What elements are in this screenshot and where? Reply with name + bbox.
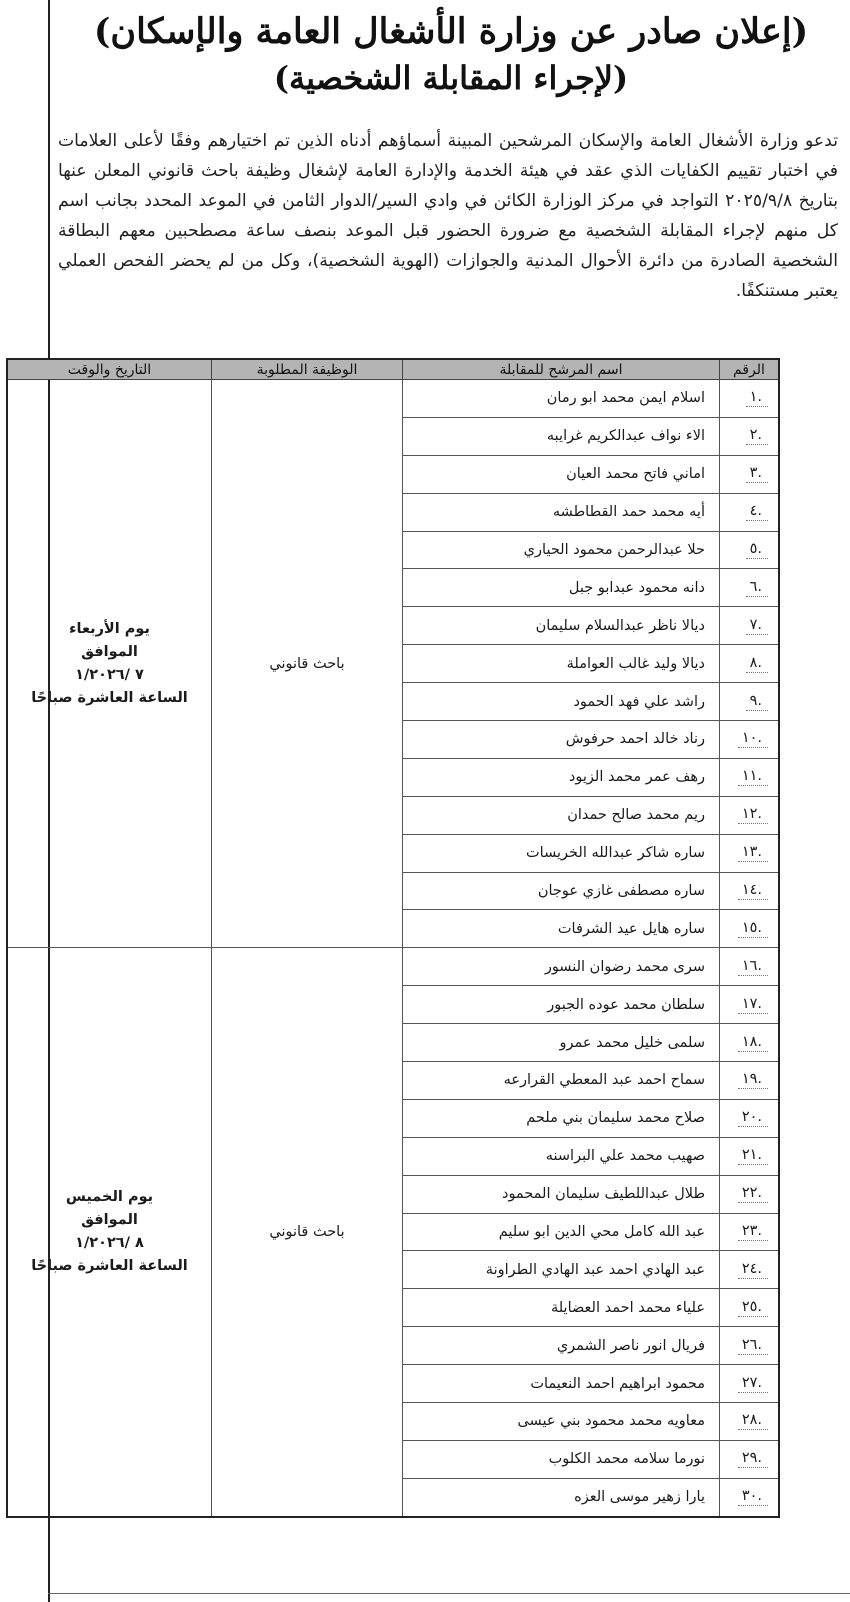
candidate-name: نورما سلامه محمد الكلوب [403, 1440, 720, 1478]
candidate-number [720, 796, 780, 834]
candidate-number [720, 417, 780, 455]
candidate-number [720, 910, 780, 948]
candidate-name: راشد علي فهد الحمود [403, 683, 720, 721]
candidate-number [720, 986, 780, 1024]
announcement-title: (إعلان صادر عن وزارة الأشغال العامة والإسكان) [93, 11, 809, 52]
candidate-name: صلاح محمد سليمان بني ملحم [403, 1099, 720, 1137]
job-title: باحث قانوني [212, 380, 403, 948]
candidate-number [720, 948, 780, 986]
candidate-number [720, 569, 780, 607]
candidate-name: عبد الهادي احمد عبد الهادي الطراونة [403, 1251, 720, 1289]
candidate-number-text: .٨ [746, 655, 768, 673]
table-body [7, 380, 779, 1517]
candidate-number [720, 493, 780, 531]
candidate-number [720, 1099, 780, 1137]
candidate-number-text: .١٤ [738, 882, 768, 900]
candidate-number-text: .٢٦ [738, 1337, 768, 1355]
candidate-number [720, 1024, 780, 1062]
job-title: باحث قانوني [212, 948, 403, 1517]
header-number: الرقم [720, 359, 780, 380]
candidate-number [720, 1062, 780, 1100]
candidate-number-text: .١٣ [738, 844, 768, 862]
candidate-number-text: .٤ [746, 503, 768, 521]
candidate-number [720, 380, 780, 418]
announcement-intro: تدعو وزارة الأشغال العامة والإسكان المرشحين المبينة أسماؤهم أدناه الذين تم اختيارهم وفقًا لأعلى العلامات في اختبار تقييم الكفايات الذي عقد في هيئة الخدمة والإدارة العامة لإشغال وظيفة باحث قانوني المعلن عنها بتاريخ ٢٠٢٥/٩/٨ التواجد في مركز الوزارة الكائن في وادي السير/الدوار الثامن في الموعد المحدد بجانب اسم كل منهم لإجراء المقابلة الشخصية مع ضرورة الحضور قبل الموعد بنصف ساعة مصطحبين معهم البطاقة الشخصية الصادرة من دائرة الأحوال المدنية والجوازات (الهوية الشخصية)، وكل من لم يحضر الفحص العملي يعتبر مستنكفًا. [58, 131, 838, 301]
announcement-subtitle: (لإجراء المقابلة الشخصية) [273, 59, 629, 97]
date-line: ٨ /١/٢٠٢٦ [75, 1235, 144, 1252]
date-line: الموافق [81, 643, 138, 660]
date-line: الساعة العاشرة صباحًا [31, 689, 188, 706]
candidate-number [720, 721, 780, 759]
candidate-name: علياء محمد احمد العضايلة [403, 1289, 720, 1327]
candidate-number-text: .١٢ [738, 806, 768, 824]
candidate-number-text: .١٨ [738, 1034, 768, 1052]
candidate-number [720, 607, 780, 645]
candidate-number [720, 1327, 780, 1365]
candidate-number [720, 1175, 780, 1213]
candidate-number-text: .٦ [746, 579, 768, 597]
candidate-name: ساره هايل عيد الشرفات [403, 910, 720, 948]
table-header-row [7, 359, 779, 380]
candidate-name: ساره شاكر عبدالله الخريسات [403, 834, 720, 872]
candidate-number-text: .٢٢ [738, 1185, 768, 1203]
candidate-number [720, 645, 780, 683]
candidate-number [720, 531, 780, 569]
candidate-number-text: .١٠ [738, 730, 768, 748]
candidate-name: ديالا ناظر عبدالسلام سليمان [403, 607, 720, 645]
candidate-number [720, 1365, 780, 1403]
candidate-number [720, 758, 780, 796]
candidate-number-text: .١٦ [738, 958, 768, 976]
candidate-number-text: .٢٧ [738, 1375, 768, 1393]
date-line: الموافق [81, 1212, 138, 1229]
candidate-number-text: .١ [746, 389, 768, 407]
candidate-number-text: .٢٠ [738, 1109, 768, 1127]
candidate-number [720, 1289, 780, 1327]
candidate-number-text: .٩ [746, 693, 768, 711]
candidates-table [6, 358, 780, 1518]
candidate-number-text: .٣٠ [738, 1488, 768, 1506]
candidate-name: سلطان محمد عوده الجبور [403, 986, 720, 1024]
header-candidate-name: اسم المرشح للمقابلة [403, 359, 720, 380]
date-line: ٧ /١/٢٠٢٦ [75, 666, 144, 683]
candidate-number [720, 834, 780, 872]
announcement [58, 0, 844, 306]
candidate-number-text: .١١ [738, 768, 768, 786]
candidate-name: سرى محمد رضوان النسور [403, 948, 720, 986]
table-row [7, 380, 779, 418]
candidate-name: فريال انور ناصر الشمري [403, 1327, 720, 1365]
candidate-number [720, 872, 780, 910]
candidate-name: حلا عبدالرحمن محمود الحياري [403, 531, 720, 569]
candidate-number-text: .٥ [746, 541, 768, 559]
interview-date-time [7, 380, 212, 948]
candidate-number-text: .١٩ [738, 1071, 768, 1089]
candidate-number-text: .٢٩ [738, 1450, 768, 1468]
candidate-name: ديالا وليد غالب العواملة [403, 645, 720, 683]
candidate-number-text: .١٧ [738, 996, 768, 1014]
candidate-number-text: .٢١ [738, 1147, 768, 1165]
date-line: الساعة العاشرة صباحًا [31, 1258, 188, 1275]
candidate-name: اسلام ايمن محمد ابو رمان [403, 380, 720, 418]
candidate-name: صهيب محمد علي البراسنه [403, 1137, 720, 1175]
page-bottom-border [48, 1593, 850, 1594]
candidate-name: يارا زهير موسى العزه [403, 1478, 720, 1516]
candidate-name: عبد الله كامل محي الدين ابو سليم [403, 1213, 720, 1251]
candidate-name: سلمى خليل محمد عمرو [403, 1024, 720, 1062]
interview-date-time [7, 948, 212, 1517]
candidate-number-text: .٧ [746, 617, 768, 635]
candidate-name: دانه محمود عبدابو جبل [403, 569, 720, 607]
date-line: يوم الأربعاء [69, 620, 150, 637]
candidate-name: طلال عبداللطيف سليمان المحمود [403, 1175, 720, 1213]
candidate-name: رهف عمر محمد الزيود [403, 758, 720, 796]
candidate-number [720, 1440, 780, 1478]
date-line: يوم الخميس [65, 1189, 154, 1206]
candidate-number [720, 1403, 780, 1441]
candidate-number [720, 683, 780, 721]
candidate-number [720, 1213, 780, 1251]
candidate-name: رناد خالد احمد حرفوش [403, 721, 720, 759]
candidate-name: الاء نواف عبدالكريم غرايبه [403, 417, 720, 455]
candidate-number-text: .٢٨ [738, 1412, 768, 1430]
candidate-name: ساره مصطفى غازي عوجان [403, 872, 720, 910]
candidate-name: محمود ابراهيم احمد النعيمات [403, 1365, 720, 1403]
candidate-number-text: .٢٥ [738, 1299, 768, 1317]
candidate-name: اماني فاتح محمد العيان [403, 455, 720, 493]
candidate-number-text: .٢٤ [738, 1261, 768, 1279]
candidate-number-text: .٣ [746, 465, 768, 483]
candidate-number-text: .٢٣ [738, 1223, 768, 1241]
candidate-name: معاويه محمد محمود بني عيسى [403, 1403, 720, 1441]
candidate-number [720, 1478, 780, 1516]
candidate-number [720, 455, 780, 493]
candidate-number [720, 1137, 780, 1175]
candidate-number-text: .٢ [746, 427, 768, 445]
table-row [7, 948, 779, 986]
header-job: الوظيفة المطلوبة [212, 359, 403, 380]
candidate-number-text: .١٥ [738, 920, 768, 938]
candidate-name: أيه محمد حمد القطاطشه [403, 493, 720, 531]
candidate-number [720, 1251, 780, 1289]
header-date-time: التاريخ والوقت [7, 359, 212, 380]
candidate-name: ريم محمد صالح حمدان [403, 796, 720, 834]
candidate-name: سماح احمد عبد المعطي القرارعه [403, 1062, 720, 1100]
